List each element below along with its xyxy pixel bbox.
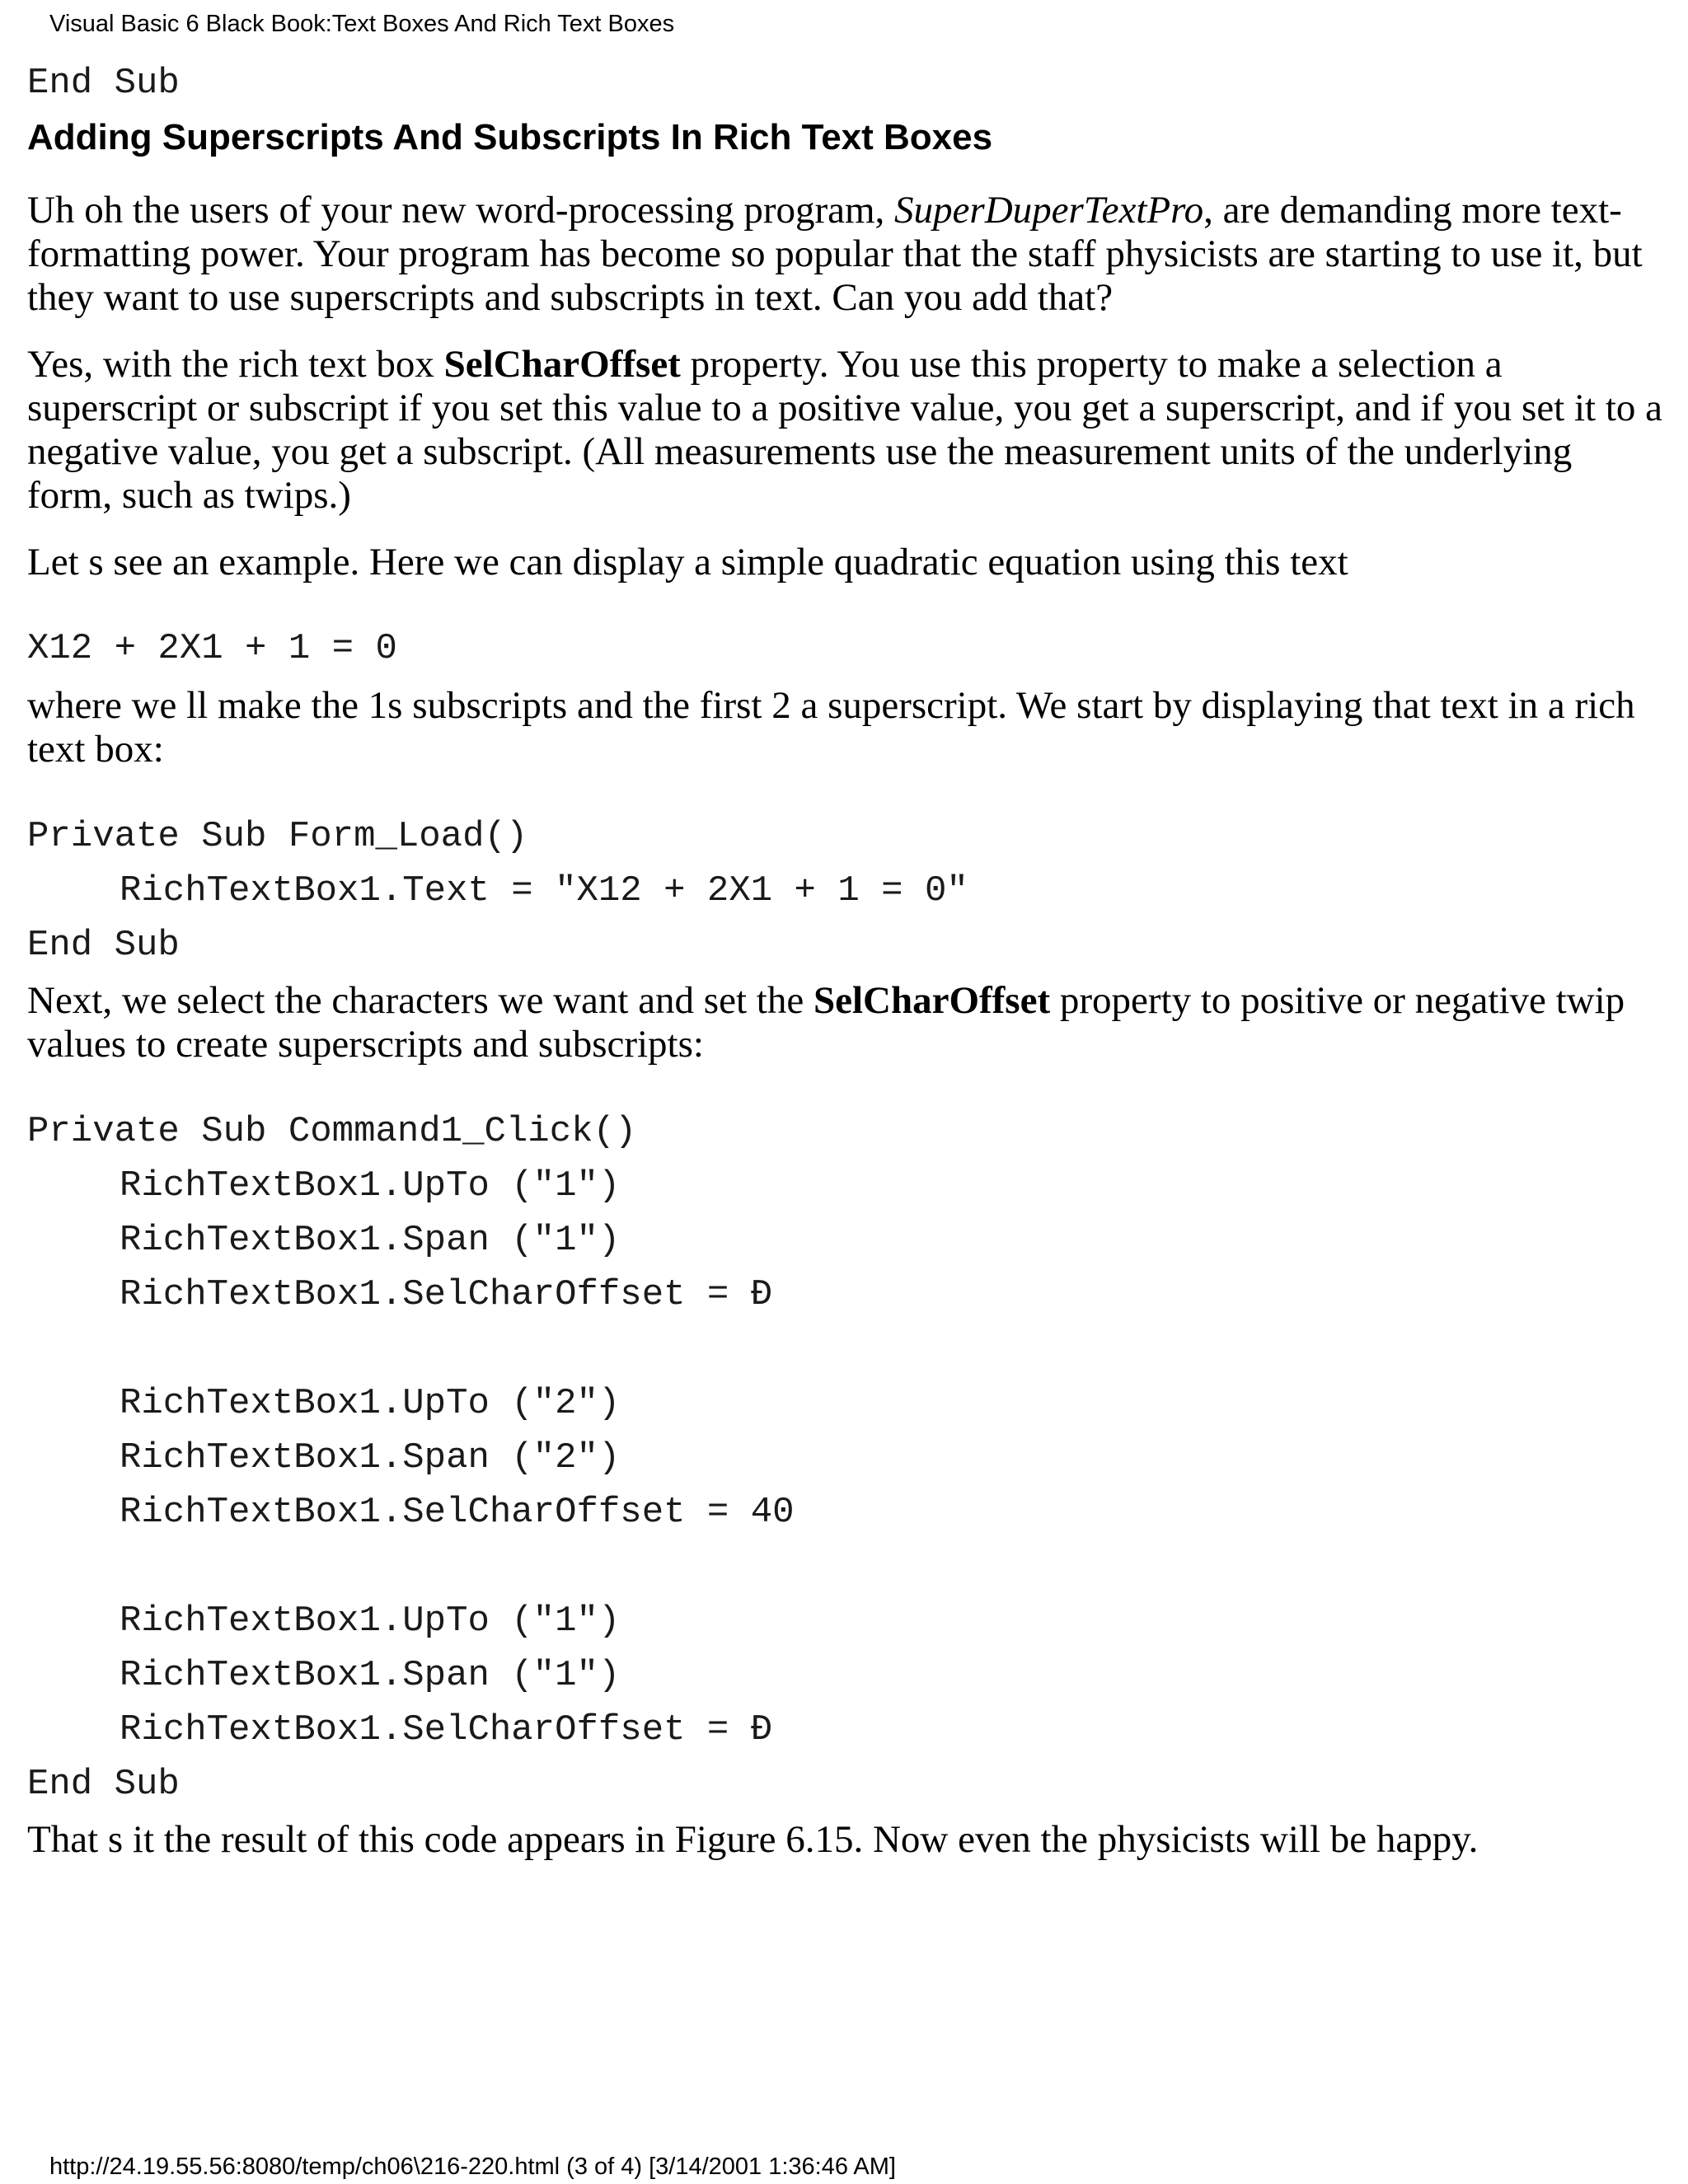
code-block-command-click bbox=[27, 1104, 1663, 1811]
code-line: Private Sub Command1_Click() bbox=[27, 1111, 637, 1152]
code-line: RichTextBox1.Span ("1") bbox=[120, 1220, 621, 1261]
page-footer-url: http://24.19.55.56:8080/temp/ch06\216-220.html (3 of 4) [3/14/2001 1:36:46 AM] bbox=[49, 2154, 896, 2180]
code-line: RichTextBox1.UpTo ("2") bbox=[120, 1383, 621, 1424]
code-blank-line bbox=[27, 1322, 1663, 1376]
paragraph-intro bbox=[27, 189, 1663, 320]
page-header-title: Visual Basic 6 Black Book:Text Boxes And Rich Text Boxes bbox=[49, 11, 675, 37]
code-line: RichTextBox1.UpTo ("1") bbox=[120, 1165, 621, 1207]
code-line: RichTextBox1.SelCharOffset = 40 bbox=[120, 1492, 795, 1533]
code-line: End Sub bbox=[27, 1764, 180, 1805]
code-blank-line bbox=[27, 1540, 1663, 1594]
code-line: RichTextBox1.SelCharOffset = Ð bbox=[120, 1709, 773, 1750]
paragraph-text: , are demanding more text-formatting power. Your program has become so popular that the staff physicists are starting to use it, but they want to use superscripts and subscripts in text. Can you add that? bbox=[27, 189, 1643, 319]
code-block-form-load bbox=[27, 809, 1663, 972]
paragraph-next bbox=[27, 979, 1663, 1066]
product-name-italic: SuperDuperTextPro bbox=[894, 189, 1204, 232]
code-line: RichTextBox1.Span ("1") bbox=[120, 1655, 621, 1696]
equation-line: X12 + 2X1 + 1 = 0 bbox=[27, 628, 397, 669]
code-line: Private Sub Form_Load() bbox=[27, 816, 528, 857]
paragraph-text: property. You use this property to make a selection a superscript or subscript if you set this value to a positive value, you get a superscript, and if you set it to a negative value, you get a subscript. (All measurements use the measurement units of the underlying form, such as twips.) bbox=[27, 343, 1663, 517]
paragraph-selcharoffset bbox=[27, 343, 1663, 518]
paragraph-example: Let s see an example. Here we can display a simple quadratic equation using this text bbox=[27, 541, 1348, 583]
paragraph-conclusion: That s it the result of this code appears in Figure 6.15. Now even the physicists will be happy. bbox=[27, 1818, 1479, 1861]
section-heading: Adding Superscripts And Subscripts In Rich Text Boxes bbox=[27, 117, 993, 157]
document-content bbox=[27, 56, 1663, 1862]
code-block-top bbox=[27, 56, 1663, 110]
paragraph-text: Uh oh the users of your new word-processing program, bbox=[27, 189, 895, 232]
code-line: End Sub bbox=[27, 925, 180, 966]
code-line: RichTextBox1.UpTo ("1") bbox=[120, 1601, 621, 1642]
property-name-bold: SelCharOffset bbox=[443, 343, 681, 386]
paragraph-text: Yes, with the rich text box bbox=[27, 343, 444, 386]
code-line: End Sub bbox=[27, 63, 180, 104]
paragraph-text: Next, we select the characters we want and set the bbox=[27, 979, 814, 1022]
code-line: RichTextBox1.Text = "X12 + 2X1 + 1 = 0" bbox=[120, 870, 968, 912]
code-line: RichTextBox1.SelCharOffset = Ð bbox=[120, 1274, 773, 1315]
property-name-bold: SelCharOffset bbox=[813, 979, 1051, 1022]
equation-text bbox=[27, 621, 1663, 676]
code-line: RichTextBox1.Span ("2") bbox=[120, 1437, 621, 1479]
paragraph-text: property to positive or negative twip values to create superscripts and subscripts: bbox=[27, 979, 1625, 1066]
paragraph-subscripts: where we ll make the 1s subscripts and the first 2 a superscript. We start by displaying that text in a rich text box: bbox=[27, 684, 1635, 771]
